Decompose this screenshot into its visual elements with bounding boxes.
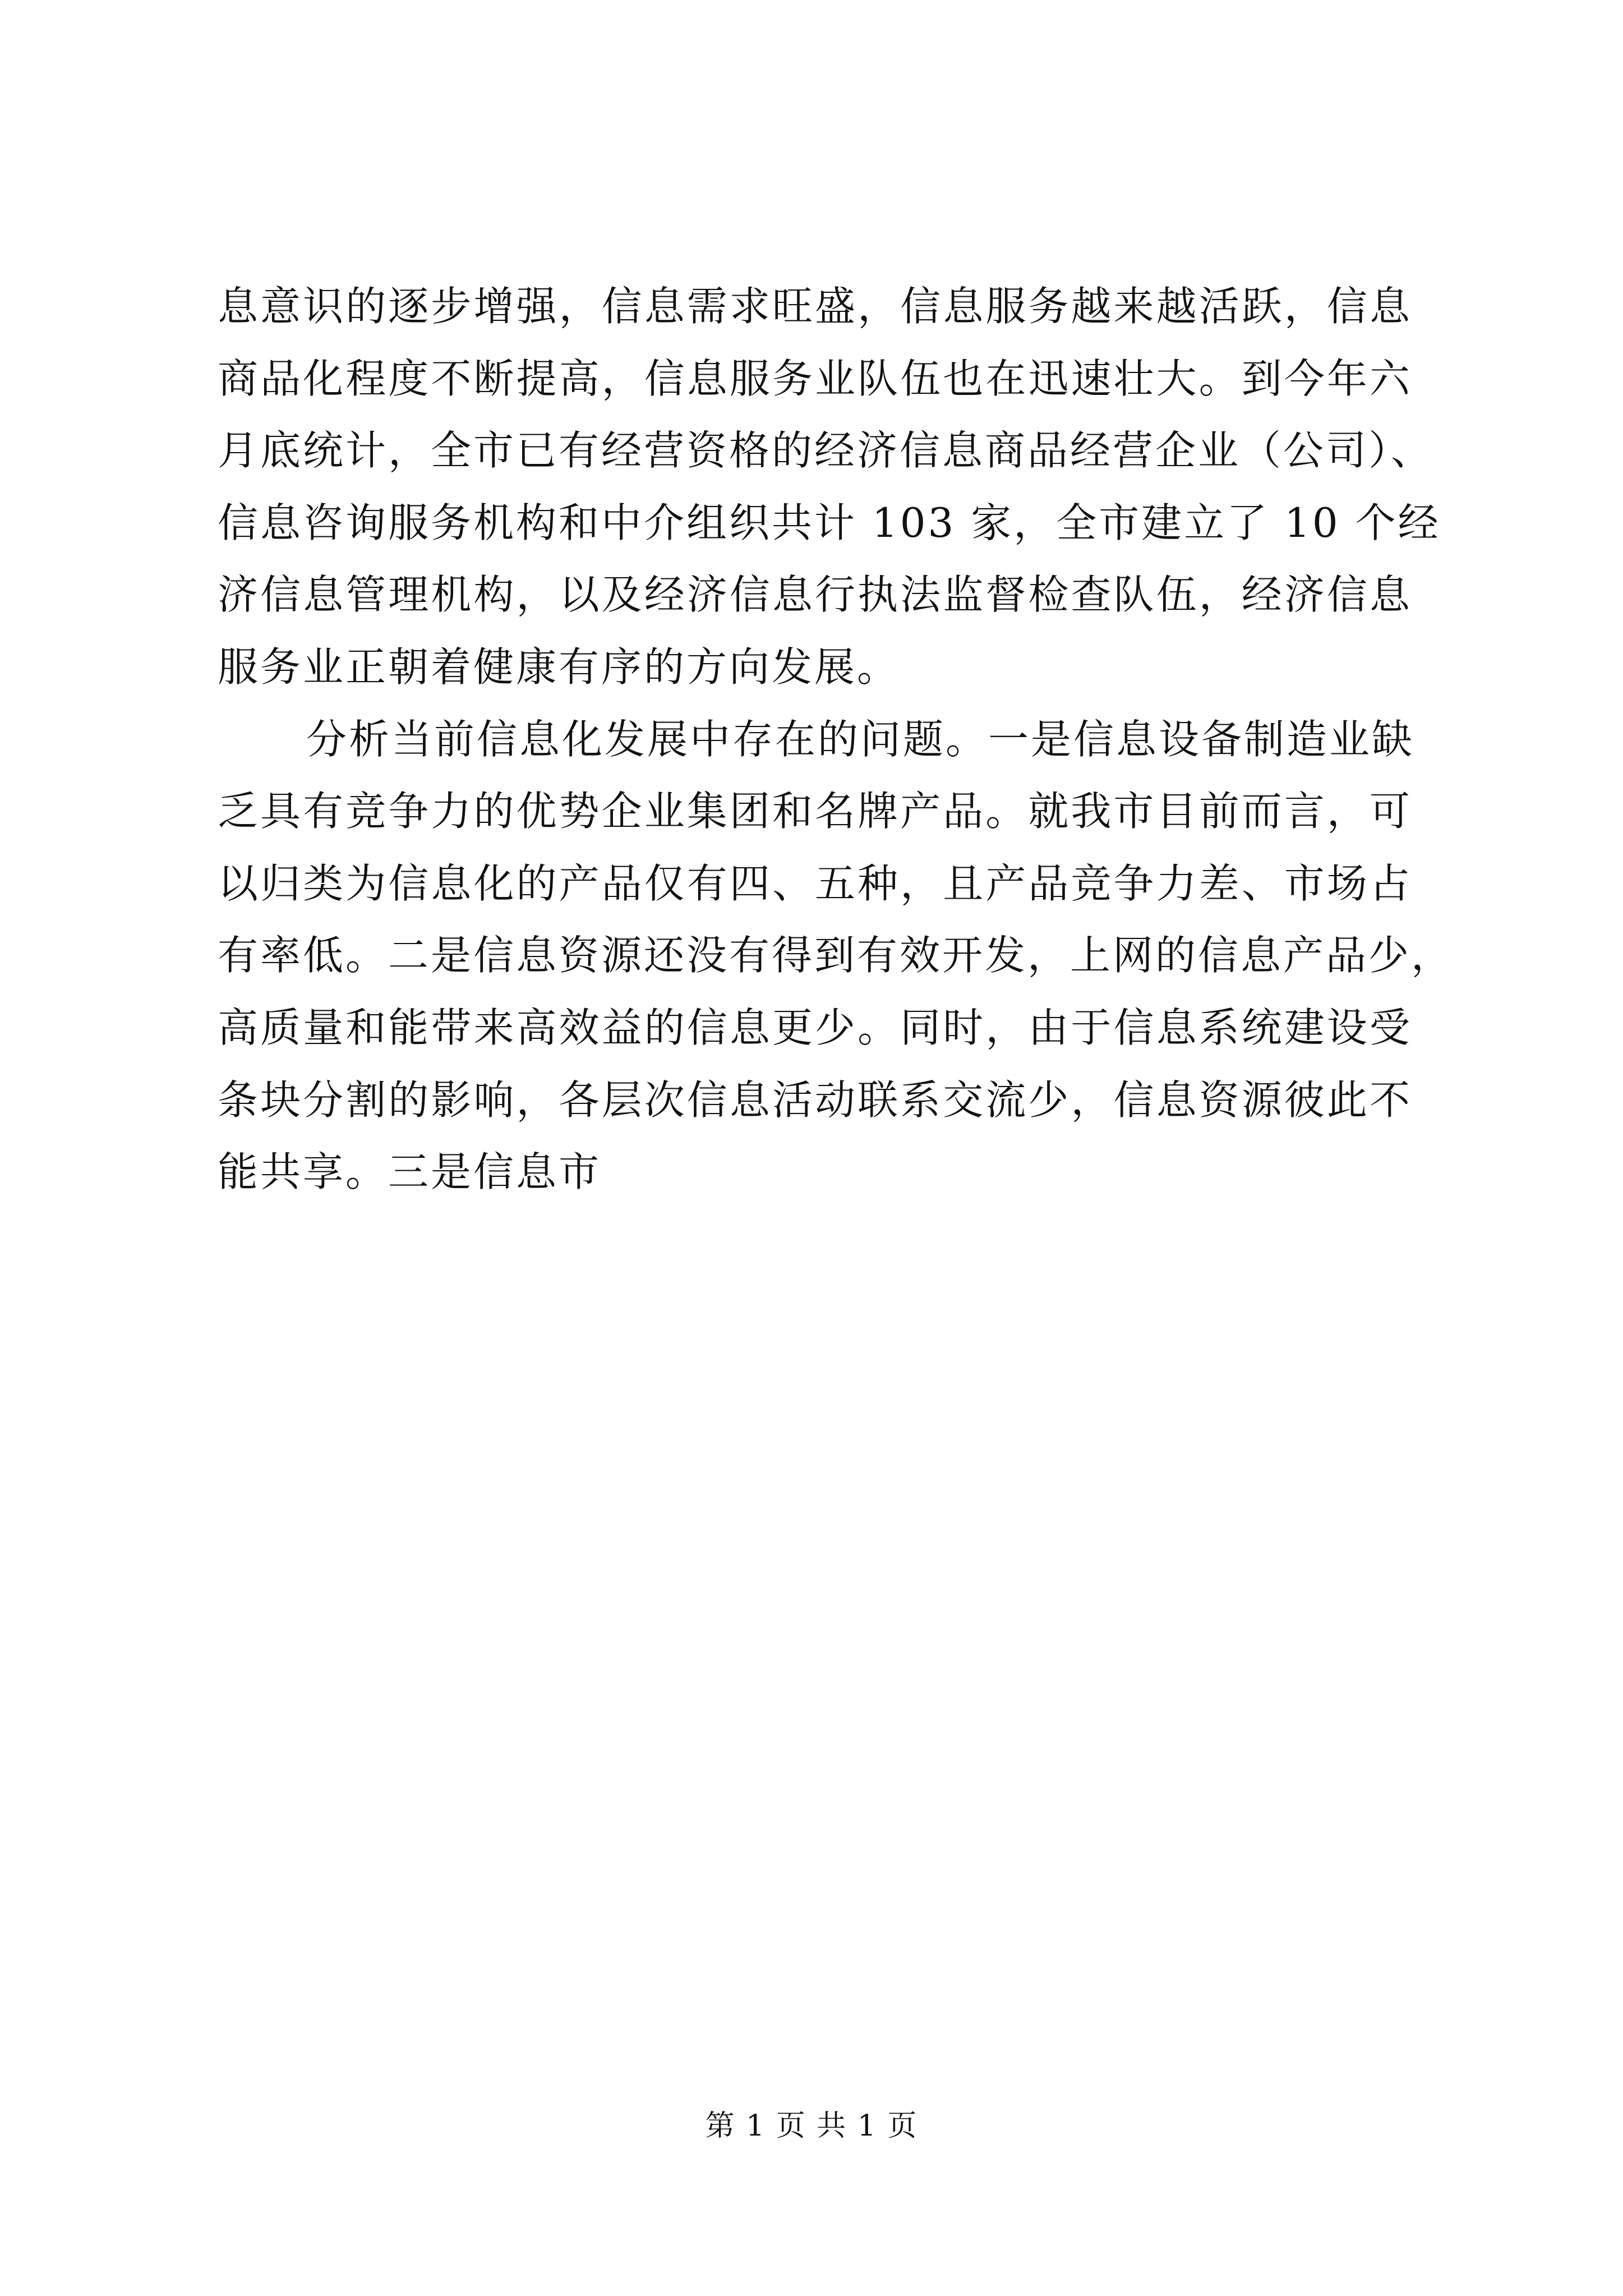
text-line: 信息咨询服务机构和中介组织共计 103 家，全市建立了 10 个经: [218, 499, 1441, 546]
text-line: 息意识的逐步增强，信息需求旺盛，信息服务越来越活跃，信息: [218, 283, 1412, 330]
text-line: 商品化程度不断提高，信息服务业队伍也在迅速壮大。到今年六: [218, 355, 1412, 402]
body-text: [218, 270, 1454, 1208]
text-line: 能共享。三是信息市: [218, 1148, 602, 1196]
text-line: 条块分割的影响，各层次信息活动联系交流少，信息资源彼此不: [218, 1076, 1412, 1124]
text-line: 乏具有竞争力的优势企业集团和名牌产品。就我市目前而言，可: [218, 788, 1412, 835]
text-line: 有率低。二是信息资源还没有得到有效开发，上网的信息产品少，: [218, 932, 1454, 979]
text-line: 高质量和能带来高效益的信息更少。同时，由于信息系统建设受: [218, 1004, 1412, 1051]
text-line: 服务业正朝着健康有序的方向发展。: [218, 643, 900, 691]
page-number: 第 1 页 共 1 页: [705, 2109, 918, 2143]
text-line: 分析当前信息化发展中存在的问题。一是信息设备制造业缺: [306, 715, 1415, 763]
paragraph-2: [218, 703, 1454, 1208]
text-line: 月底统计，全市已有经营资格的经济信息商品经营企业（公司）、: [218, 427, 1434, 475]
paragraph-1: [218, 270, 1441, 703]
page-footer: [0, 2109, 1623, 2143]
text-line: 以归类为信息化的产品仅有四、五种，且产品竞争力差、市场占: [218, 859, 1412, 907]
text-line: 济信息管理机构，以及经济信息行执法监督检查队伍，经济信息: [218, 571, 1412, 619]
